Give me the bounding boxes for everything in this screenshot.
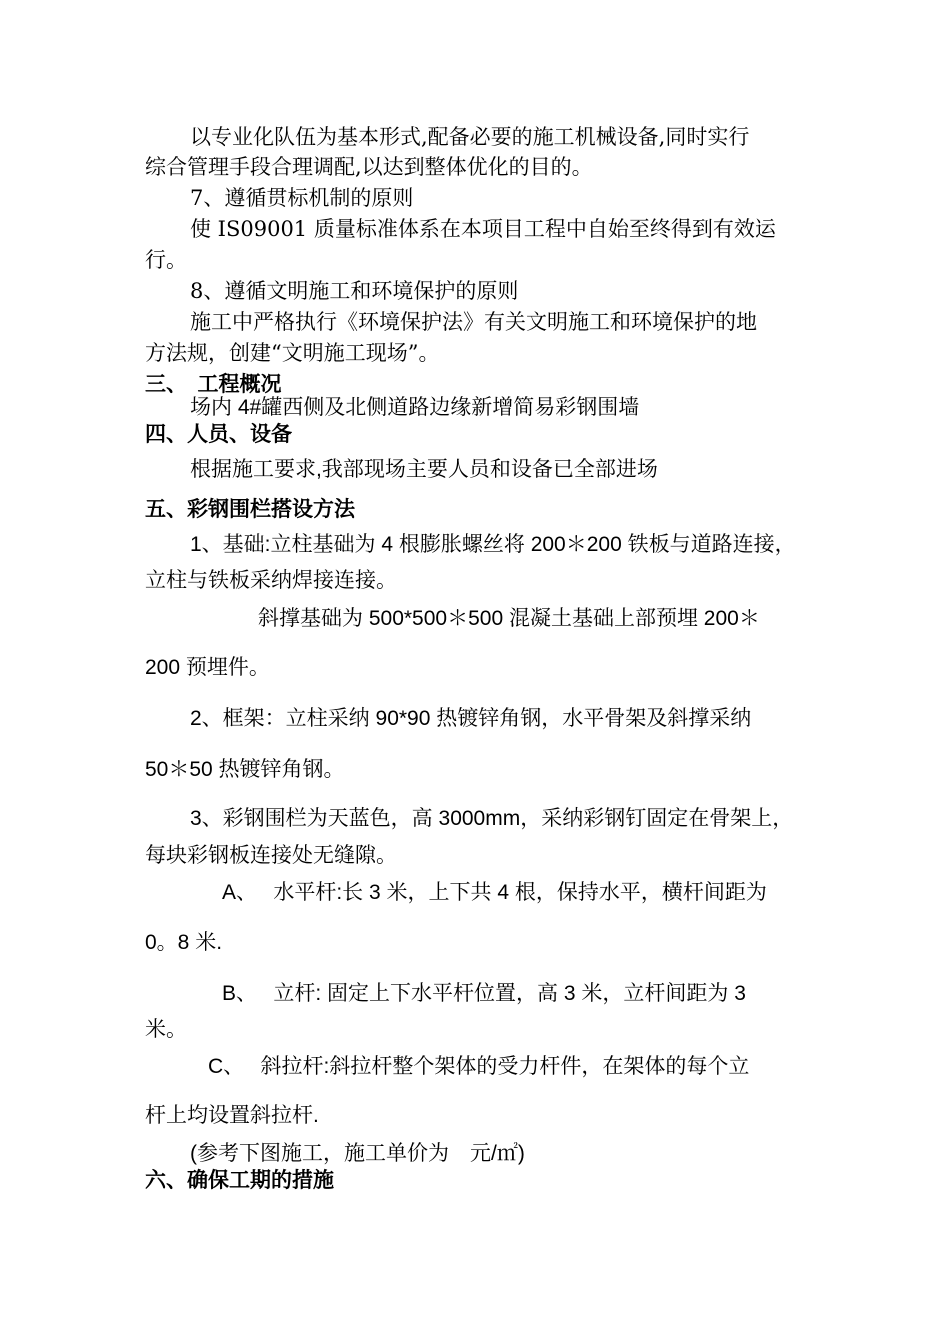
paragraph-line: 使 IS09001 质量标准体系在本项目工程中自始至终得到有效运 — [190, 217, 776, 241]
list-item: C、 斜拉杆:斜拉杆整个架体的受力杆件，在架体的每个立 — [208, 1055, 750, 1078]
paragraph-line: 场内 4#罐西侧及北侧道路边缘新增简易彩钢围墙 — [190, 396, 640, 419]
paragraph-line: 1、基础:立柱基础为 4 根膨胀螺丝将 200＊200 铁板与道路连接， — [190, 533, 796, 556]
paragraph-line: 立柱与铁板采纳焊接连接。 — [145, 569, 397, 592]
paragraph-line: 根据施工要求,我部现场主要人员和设备已全部进场 — [190, 458, 658, 481]
numbered-item: 8、遵循文明施工和环境保护的原则 — [190, 279, 519, 303]
paragraph-line: 2、框架：立柱采纳 90*90 热镀锌角钢，水平骨架及斜撑采纳 — [190, 707, 752, 730]
note-line: (参考下图施工，施工单价为 元/㎡) — [190, 1142, 525, 1165]
paragraph-line: 200 预埋件。 — [145, 656, 270, 679]
paragraph-line: 施工中严格执行《环境保护法》有关文明施工和环境保护的地 — [190, 310, 757, 334]
paragraph-line: 米。 — [145, 1018, 187, 1041]
paragraph-line: 0。8 米. — [145, 931, 223, 954]
paragraph-line: 方法规，创建“文明施工现场”。 — [145, 341, 440, 365]
paragraph-line: 行。 — [145, 248, 187, 272]
paragraph-line: 每块彩钢板连接处无缝隙。 — [145, 844, 397, 867]
list-item: A、 水平杆:长 3 米，上下共 4 根，保持水平，横杆间距为 — [222, 881, 767, 904]
numbered-item: 7、遵循贯标机制的原则 — [190, 186, 414, 210]
list-item: B、 立杆: 固定上下水平杆位置，高 3 米，立杆间距为 3 — [222, 982, 746, 1005]
paragraph-line: 50＊50 热镀锌角钢。 — [145, 758, 345, 781]
paragraph-line: 综合管理手段合理调配,以达到整体优化的目的。 — [145, 155, 593, 179]
section-heading: 三、 工程概况 — [145, 372, 282, 396]
paragraph-line: 以专业化队伍为基本形式,配备必要的施工机械设备,同时实行 — [190, 125, 750, 149]
paragraph-line: 斜撑基础为 500*500＊500 混凝土基础上部预埋 200＊ — [258, 607, 760, 630]
section-heading: 五、彩钢围栏搭设方法 — [145, 497, 355, 521]
section-heading: 四、人员、设备 — [145, 422, 292, 446]
paragraph-line: 杆上均设置斜拉杆. — [145, 1104, 319, 1127]
paragraph-line: 3、彩钢围栏为天蓝色，高 3000mm，采纳彩钢钉固定在骨架上， — [190, 807, 794, 830]
section-heading: 六、确保工期的措施 — [145, 1168, 334, 1192]
